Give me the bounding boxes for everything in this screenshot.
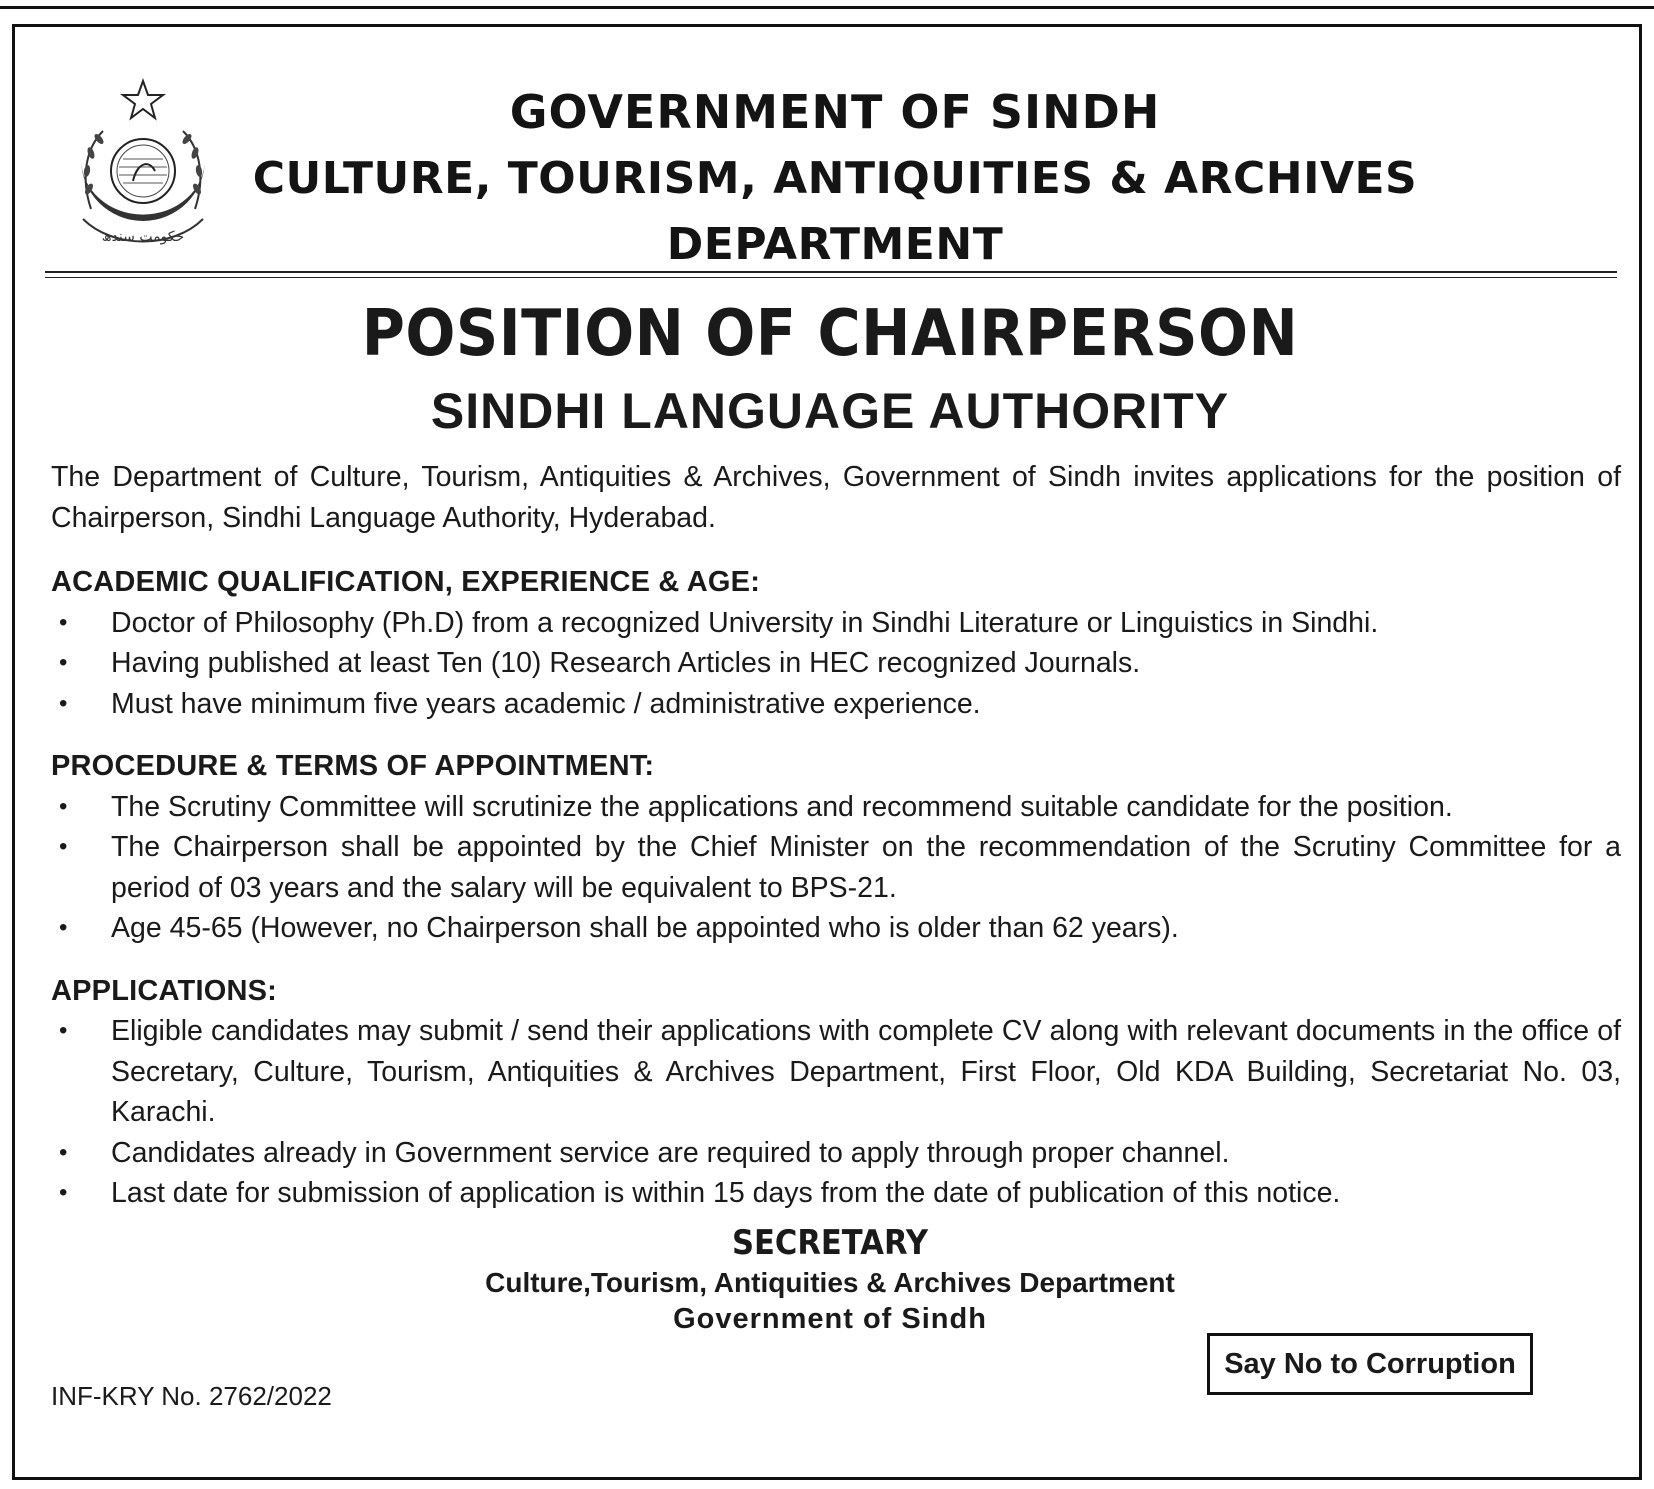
list-item: • Last date for submission of application is within 15 days from the date of publication of this notice. [51, 1173, 1621, 1214]
notice-body [51, 457, 1621, 1236]
top-rule [0, 6, 1654, 9]
list-item: • The Scrutiny Committee will scrutinize the applications and recommend suitable candidate for the position. [51, 787, 1621, 828]
applications-list [51, 1011, 1621, 1214]
signature-title: SECRETARY [731, 1223, 929, 1263]
qualification-list [51, 603, 1621, 725]
intro-paragraph: The Department of Culture, Tourism, Antiquities & Archives, Government of Sindh invites applications for the position of Chairperson, Sindhi Language Authority, Hyderabad. [51, 461, 1621, 534]
section-heading-qualification: ACADEMIC QUALIFICATION, EXPERIENCE & AGE: [51, 566, 761, 598]
section-heading-procedure: PROCEDURE & TERMS OF APPOINTMENT: [51, 750, 655, 782]
anti-corruption-slogan: Say No to Corruption [1207, 1333, 1533, 1395]
government-of-sindh-emblem-icon [53, 59, 233, 259]
position-title: POSITION OF CHAIRPERSON [361, 297, 1299, 371]
list-item: • Doctor of Philosophy (Ph.D) from a recognized University in Sindhi Literature or Linguistics in Sindhi. [51, 603, 1621, 644]
signature-government: Government of Sindh [673, 1303, 987, 1335]
section-heading-applications: APPLICATIONS: [51, 974, 278, 1007]
list-item: • The Chairperson shall be appointed by the Chief Minister on the recommendation of the Scrutiny Committee for a period of 03 years and the salary will be equivalent to BPS-21. [51, 827, 1621, 908]
procedure-list [51, 787, 1621, 949]
header-divider [45, 271, 1617, 273]
list-item: • Eligible candidates may submit / send their applications with complete CV along with relevant documents in the office of Secretary, Culture, Tourism, Antiquities & Archives Department, First Floor, Old KDA Building, Secretariat No. 03, Karachi. [51, 1011, 1621, 1133]
header-line-1: GOVERNMENT OF SINDH [509, 85, 1161, 139]
emblem-caption: حکومت سندھ [101, 229, 185, 245]
notice-frame [12, 24, 1642, 1480]
list-item: • Candidates already in Government service are required to apply through proper channel. [51, 1133, 1621, 1174]
header-line-3: DEPARTMENT [666, 219, 1004, 270]
organization-title: SINDHI LANGUAGE AUTHORITY [430, 383, 1230, 439]
header-divider-thin [45, 277, 1617, 278]
reference-number: INF-KRY No. 2762/2022 [51, 1381, 332, 1411]
list-item: • Having published at least Ten (10) Research Articles in HEC recognized Journals. [51, 643, 1621, 684]
header-line-2: CULTURE, TOURISM, ANTIQUITIES & ARCHIVES [252, 153, 1418, 204]
list-item: • Must have minimum five years academic / administrative experience. [51, 684, 1621, 725]
list-item: • Age 45-65 (However, no Chairperson shall be appointed who is older than 62 years). [51, 908, 1621, 949]
signature-department: Culture,Tourism, Antiquities & Archives Department [485, 1267, 1175, 1298]
